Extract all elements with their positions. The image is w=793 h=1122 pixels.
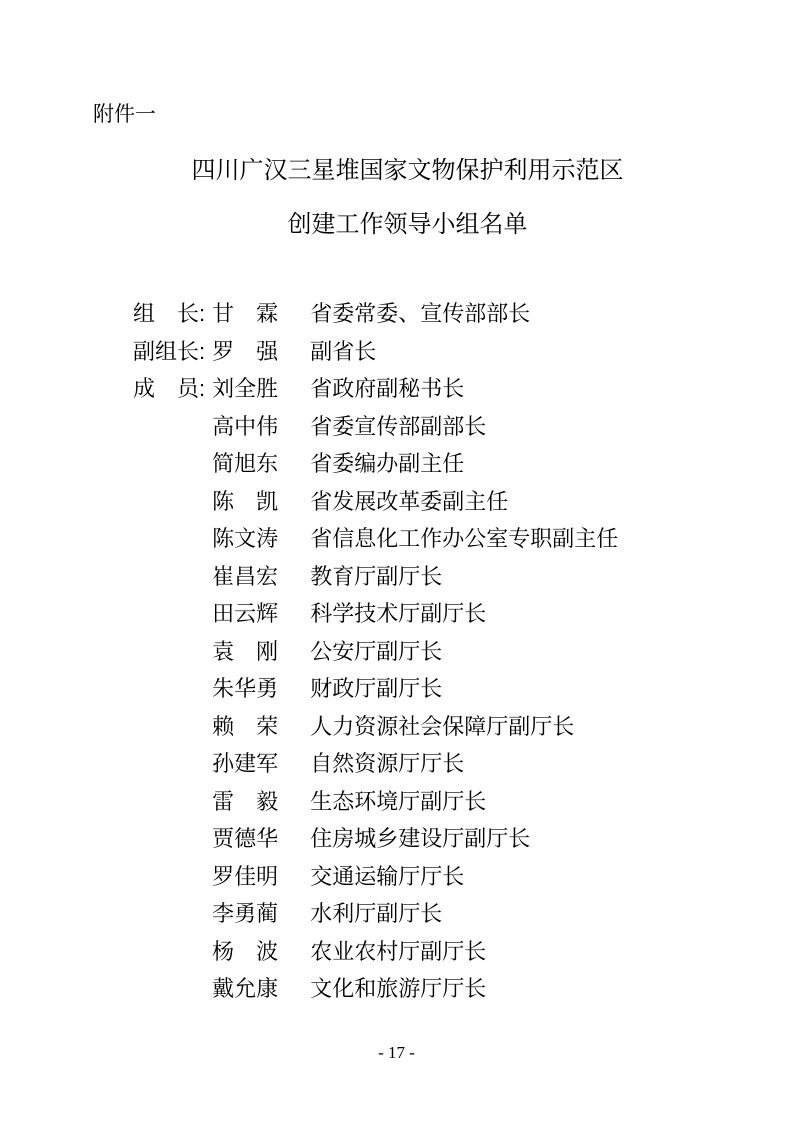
member-name: 田云辉 <box>212 601 279 626</box>
roster-row <box>133 708 618 746</box>
roster-row <box>133 745 618 783</box>
member-name: 朱华勇 <box>212 676 279 701</box>
member-name: 刘全胜 <box>212 376 279 401</box>
member-name: 戴允康 <box>212 976 279 1001</box>
document-title <box>11 144 793 252</box>
roster-row <box>133 633 618 671</box>
member-name: 崔昌宏 <box>212 563 279 589</box>
roster-row <box>133 295 618 333</box>
member-title: 自然资源厅厅长 <box>310 751 465 776</box>
role-label: 成 员: <box>133 376 206 401</box>
member-name: 雷 毅 <box>212 788 279 814</box>
member-title: 财政厅副厅长 <box>310 676 443 701</box>
roster-row <box>133 520 618 558</box>
member-title: 教育厅副厅长 <box>310 563 443 589</box>
member-title: 文化和旅游厅厅长 <box>310 976 487 1001</box>
roster-row <box>133 820 618 858</box>
member-name: 孙建军 <box>212 751 279 776</box>
roster-row <box>133 445 618 483</box>
roster-row <box>133 783 618 821</box>
member-name: 李勇蔺 <box>212 901 279 926</box>
member-name: 袁 刚 <box>212 638 279 664</box>
member-name: 赖 荣 <box>212 713 279 739</box>
member-title: 省发展改革委副主任 <box>310 488 509 514</box>
roster-row <box>133 483 618 521</box>
roster-row <box>133 933 618 971</box>
roster-row <box>133 558 618 596</box>
member-title: 省信息化工作办公室专职副主任 <box>310 526 619 551</box>
document-title-line1: 四川广汉三星堆国家文物保护利用示范区 <box>191 157 624 184</box>
role-label: 副组长: <box>133 338 206 364</box>
member-title: 生态环境厅副厅长 <box>310 788 487 814</box>
member-title: 公安厅副厅长 <box>310 638 443 664</box>
roster-row <box>133 858 618 896</box>
member-name: 陈 凯 <box>212 488 279 514</box>
member-name: 甘 霖 <box>212 301 279 326</box>
document-title-line2: 创建工作领导小组名单 <box>287 211 528 238</box>
member-title: 人力资源社会保障厅副厅长 <box>310 713 575 739</box>
member-name: 罗佳明 <box>212 863 279 889</box>
role-label: 组 长: <box>133 301 206 326</box>
member-name: 罗 强 <box>212 338 279 364</box>
member-title: 科学技术厅副厅长 <box>310 601 487 626</box>
roster-row <box>133 370 618 408</box>
roster-row <box>133 670 618 708</box>
member-title: 省委宣传部副部长 <box>310 413 487 439</box>
page-number: - 17 - <box>378 1043 415 1062</box>
roster-row <box>133 970 618 1008</box>
member-name: 杨 波 <box>212 938 279 964</box>
member-name: 陈文涛 <box>212 526 279 551</box>
member-title: 住房城乡建设厅副厅长 <box>310 826 531 851</box>
member-name: 简旭东 <box>212 451 279 476</box>
member-title: 副省长 <box>310 338 377 364</box>
member-title: 水利厅副厅长 <box>310 901 443 926</box>
roster-row <box>133 333 618 371</box>
member-name: 高中伟 <box>212 413 279 439</box>
roster-row <box>133 595 618 633</box>
member-title: 省委常委、宣传部部长 <box>310 301 531 326</box>
attachment-label: 附件一 <box>93 103 156 126</box>
roster-row <box>133 895 618 933</box>
member-name: 贾德华 <box>212 826 279 851</box>
member-title: 省政府副秘书长 <box>310 376 465 401</box>
member-title: 省委编办副主任 <box>310 451 465 476</box>
member-title: 农业农村厅副厅长 <box>310 938 487 964</box>
member-title: 交通运输厅厅长 <box>310 863 465 889</box>
roster-row <box>133 408 618 446</box>
leadership-roster <box>133 295 618 1008</box>
